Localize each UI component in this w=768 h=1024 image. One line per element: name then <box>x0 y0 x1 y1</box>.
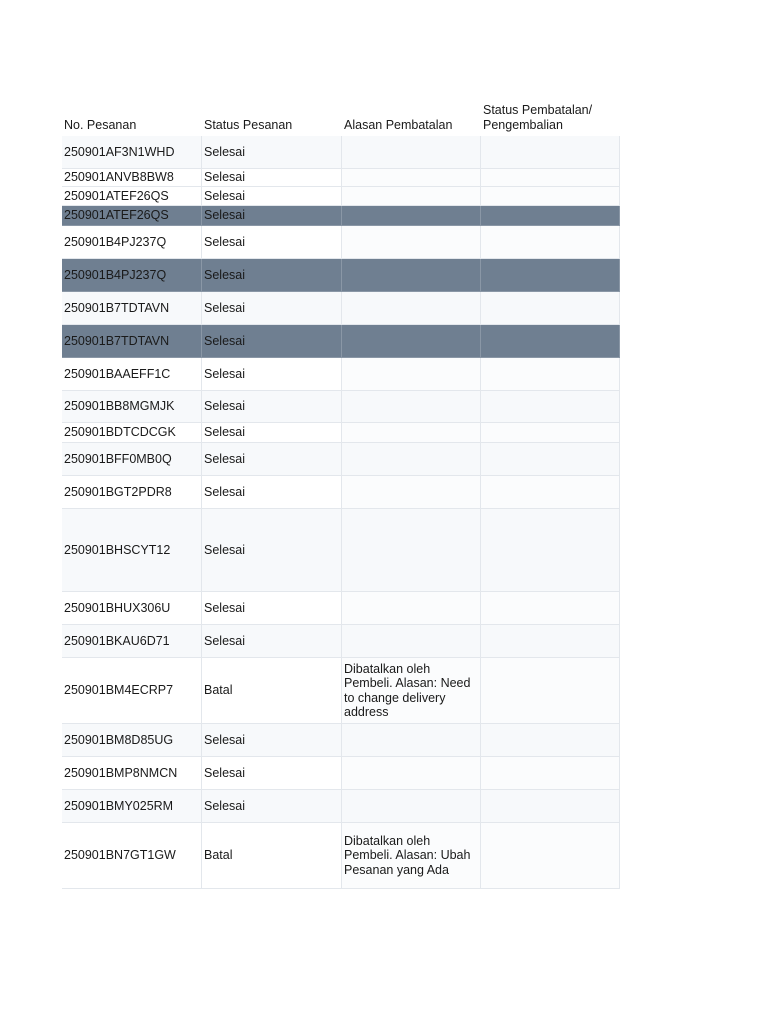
table-row[interactable] <box>62 169 620 187</box>
order-status-cell: Selesai <box>202 423 342 443</box>
header-cancel-reason: Alasan Pembatalan <box>344 117 453 132</box>
table-row[interactable] <box>62 292 620 325</box>
table-row[interactable] <box>62 226 620 259</box>
cancel-return-status-cell <box>481 509 620 592</box>
table-row[interactable] <box>62 509 620 592</box>
order-number-cell: 250901BGT2PDR8 <box>62 476 202 509</box>
order-number-cell: 250901BB8MGMJK <box>62 391 202 423</box>
order-number-cell: 250901AF3N1WHD <box>62 136 202 169</box>
cancel-return-status-cell <box>481 187 620 206</box>
order-number-cell: 250901B7TDTAVN <box>62 325 202 358</box>
cancel-return-status-cell <box>481 259 620 292</box>
cancel-reason-cell <box>342 724 481 757</box>
cancel-reason-cell <box>342 757 481 790</box>
order-number-cell: 250901ATEF26QS <box>62 206 202 226</box>
table-row[interactable] <box>62 325 620 358</box>
header-cancel-return-status: Status Pembatalan/ Pengembalian <box>483 103 593 132</box>
cancel-reason-cell <box>342 476 481 509</box>
order-number-cell: 250901B4PJ237Q <box>62 259 202 292</box>
cancel-reason-cell: Dibatalkan oleh Pembeli. Alasan: Ubah Pesanan yang Ada <box>342 823 481 889</box>
cancel-return-status-cell <box>481 136 620 169</box>
order-number-cell: 250901ANVB8BW8 <box>62 169 202 187</box>
cancel-return-status-cell <box>481 790 620 823</box>
order-status-cell: Selesai <box>202 226 342 259</box>
order-number-cell: 250901B4PJ237Q <box>62 226 202 259</box>
cancel-return-status-cell <box>481 443 620 476</box>
cancel-return-status-cell <box>481 658 620 724</box>
cancel-reason-cell <box>342 292 481 325</box>
header-order-status: Status Pesanan <box>204 117 293 132</box>
order-status-cell: Selesai <box>202 391 342 423</box>
order-status-cell: Batal <box>202 823 342 889</box>
cancel-reason-cell <box>342 226 481 259</box>
header-order-number: No. Pesanan <box>64 117 137 132</box>
cancel-reason-cell <box>342 206 481 226</box>
table-row[interactable] <box>62 358 620 391</box>
cancel-reason-cell <box>342 509 481 592</box>
order-status-cell: Selesai <box>202 259 342 292</box>
cancel-reason-cell <box>342 391 481 423</box>
table-row[interactable] <box>62 443 620 476</box>
table-row[interactable] <box>62 724 620 757</box>
order-number-cell: 250901BHUX306U <box>62 592 202 625</box>
table-header-row <box>62 86 620 136</box>
cancel-reason-cell <box>342 790 481 823</box>
cancel-reason-cell <box>342 358 481 391</box>
order-number-cell: 250901BHSCYT12 <box>62 509 202 592</box>
cancel-reason-cell <box>342 136 481 169</box>
cancel-return-status-cell <box>481 226 620 259</box>
cancel-return-status-cell <box>481 476 620 509</box>
table-row[interactable] <box>62 592 620 625</box>
cancel-reason-cell: Dibatalkan oleh Pembeli. Alasan: Need to change delivery address <box>342 658 481 724</box>
order-status-cell: Selesai <box>202 136 342 169</box>
cancel-return-status-cell <box>481 724 620 757</box>
table-row[interactable] <box>62 790 620 823</box>
table-body <box>62 136 620 889</box>
cancel-reason-cell <box>342 592 481 625</box>
table-row[interactable] <box>62 823 620 889</box>
order-number-cell: 250901BM8D85UG <box>62 724 202 757</box>
order-status-cell: Selesai <box>202 724 342 757</box>
cancel-reason-cell <box>342 169 481 187</box>
cancel-return-status-cell <box>481 325 620 358</box>
cancel-return-status-cell <box>481 391 620 423</box>
order-number-cell: 250901BDTCDCGK <box>62 423 202 443</box>
orders-table <box>62 86 620 889</box>
cancel-return-status-cell <box>481 206 620 226</box>
order-number-cell: 250901BM4ECRP7 <box>62 658 202 724</box>
cancel-return-status-cell <box>481 292 620 325</box>
table-row[interactable] <box>62 423 620 443</box>
order-status-cell: Selesai <box>202 358 342 391</box>
order-status-cell: Selesai <box>202 592 342 625</box>
cancel-reason-cell <box>342 187 481 206</box>
order-status-cell: Selesai <box>202 443 342 476</box>
table-row[interactable] <box>62 476 620 509</box>
cancel-return-status-cell <box>481 625 620 658</box>
order-status-cell: Selesai <box>202 292 342 325</box>
cancel-reason-cell <box>342 443 481 476</box>
table-row[interactable] <box>62 757 620 790</box>
order-number-cell: 250901BAAEFF1C <box>62 358 202 391</box>
cancel-reason-cell <box>342 325 481 358</box>
order-number-cell: 250901ATEF26QS <box>62 187 202 206</box>
order-number-cell: 250901BN7GT1GW <box>62 823 202 889</box>
order-status-cell: Selesai <box>202 790 342 823</box>
order-number-cell: 250901BMP8NMCN <box>62 757 202 790</box>
order-status-cell: Selesai <box>202 169 342 187</box>
order-number-cell: 250901BMY025RM <box>62 790 202 823</box>
cancel-return-status-cell <box>481 823 620 889</box>
order-status-cell: Selesai <box>202 757 342 790</box>
cancel-reason-cell <box>342 259 481 292</box>
cancel-return-status-cell <box>481 169 620 187</box>
order-status-cell: Selesai <box>202 625 342 658</box>
table-row[interactable] <box>62 259 620 292</box>
table-row[interactable] <box>62 136 620 169</box>
table-row[interactable] <box>62 391 620 423</box>
cancel-reason-cell <box>342 625 481 658</box>
order-status-cell: Selesai <box>202 187 342 206</box>
order-status-cell: Selesai <box>202 325 342 358</box>
order-status-cell: Selesai <box>202 476 342 509</box>
order-number-cell: 250901BKAU6D71 <box>62 625 202 658</box>
order-status-cell: Selesai <box>202 509 342 592</box>
order-status-cell: Batal <box>202 658 342 724</box>
cancel-return-status-cell <box>481 423 620 443</box>
table-row[interactable] <box>62 658 620 724</box>
cancel-reason-cell <box>342 423 481 443</box>
order-number-cell: 250901B7TDTAVN <box>62 292 202 325</box>
cancel-return-status-cell <box>481 757 620 790</box>
order-status-cell: Selesai <box>202 206 342 226</box>
cancel-return-status-cell <box>481 358 620 391</box>
table-row[interactable] <box>62 206 620 226</box>
table-row[interactable] <box>62 187 620 206</box>
order-number-cell: 250901BFF0MB0Q <box>62 443 202 476</box>
table-row[interactable] <box>62 625 620 658</box>
cancel-return-status-cell <box>481 592 620 625</box>
